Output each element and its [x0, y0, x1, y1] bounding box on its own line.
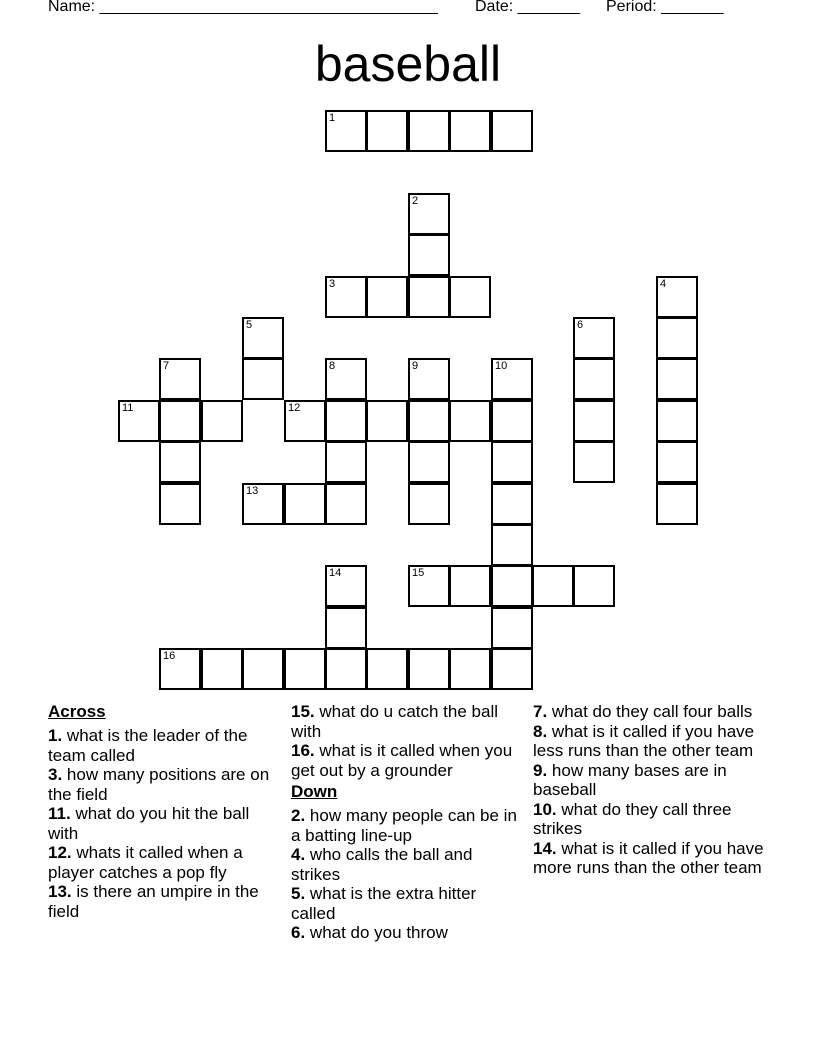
- crossword-cell[interactable]: [325, 607, 367, 649]
- cell-number: 3: [329, 278, 336, 290]
- crossword-cell[interactable]: [573, 565, 615, 607]
- across-clue: 11. what do you hit the ball with: [48, 804, 250, 843]
- crossword-cell[interactable]: [491, 400, 533, 442]
- crossword-cell[interactable]: [408, 193, 450, 235]
- across-clue: 13. is there an umpire in the field: [48, 882, 259, 921]
- across-clue: 1. what is the leader of the team called: [48, 726, 248, 765]
- crossword-cell[interactable]: [325, 276, 367, 318]
- crossword-cell[interactable]: [284, 648, 326, 690]
- down-clue: 7. what do they call four balls: [533, 702, 753, 721]
- down-clue: 2. how many people can be in a batting line-up: [291, 806, 517, 845]
- down-heading: Down: [291, 782, 338, 801]
- across-clue: 15. what do u catch the ball with: [291, 702, 498, 741]
- crossword-cell[interactable]: [325, 648, 367, 690]
- crossword-cell[interactable]: [242, 358, 284, 400]
- cell-number: 10: [495, 360, 508, 372]
- down-clue: 14. what is it called if you have more runs than the other team: [533, 838, 764, 877]
- down-clue: 4. who calls the ball and strikes: [291, 845, 473, 884]
- crossword-cell[interactable]: [159, 648, 201, 690]
- crossword-cell[interactable]: [408, 648, 450, 690]
- crossword-cell[interactable]: [325, 400, 367, 442]
- crossword-cell[interactable]: [656, 400, 698, 442]
- across-clue: 3. how many positions are on the field: [48, 765, 270, 804]
- crossword-cell[interactable]: [242, 648, 284, 690]
- crossword-cell[interactable]: [366, 400, 408, 442]
- crossword-cell[interactable]: [284, 483, 326, 525]
- crossword-cell[interactable]: [449, 276, 491, 318]
- cell-number: 7: [163, 360, 170, 372]
- crossword-cell[interactable]: [408, 400, 450, 442]
- across-clue: 16. what is it called when you get out by a grounder: [291, 741, 513, 780]
- crossword-cell[interactable]: [532, 565, 574, 607]
- crossword-cell[interactable]: [201, 648, 243, 690]
- cell-number: 11: [122, 402, 134, 414]
- crossword-cell[interactable]: [656, 483, 698, 525]
- crossword-cell[interactable]: [408, 358, 450, 400]
- cell-number: 5: [246, 319, 253, 331]
- down-clue: 8. what is it called if you have less runs than the other team: [533, 721, 755, 760]
- cell-number: 12: [288, 402, 301, 414]
- crossword-cell[interactable]: [449, 110, 491, 152]
- crossword-cell[interactable]: [491, 483, 533, 525]
- clue-column-3: [533, 702, 765, 878]
- crossword-cell[interactable]: [491, 441, 533, 483]
- crossword-cell[interactable]: [573, 358, 615, 400]
- date-field-label: Date: _______: [475, 0, 580, 15]
- crossword-cell[interactable]: [201, 400, 243, 442]
- crossword-cell[interactable]: [408, 565, 450, 607]
- crossword-cell[interactable]: [366, 276, 408, 318]
- down-clue: 6. what do you throw: [291, 923, 448, 942]
- name-field-label: Name: ______________________________________: [48, 0, 438, 15]
- crossword-cell[interactable]: [573, 317, 615, 359]
- crossword-cell[interactable]: [159, 441, 201, 483]
- crossword-cell[interactable]: [491, 565, 533, 607]
- crossword-cell[interactable]: [656, 276, 698, 318]
- clue-column-1: [48, 702, 280, 921]
- crossword-cell[interactable]: [242, 317, 284, 359]
- crossword-cell[interactable]: [491, 110, 533, 152]
- cell-number: 1: [329, 112, 336, 124]
- cell-number: 15: [412, 567, 425, 579]
- cell-number: 8: [329, 360, 336, 372]
- crossword-cell[interactable]: [325, 441, 367, 483]
- crossword-cell[interactable]: [325, 483, 367, 525]
- crossword-cell[interactable]: [159, 400, 201, 442]
- crossword-cell[interactable]: [325, 358, 367, 400]
- crossword-cell[interactable]: [366, 110, 408, 152]
- crossword-cell[interactable]: [656, 358, 698, 400]
- period-field-label: Period: _______: [606, 0, 724, 15]
- crossword-cell[interactable]: [656, 317, 698, 359]
- crossword-cell[interactable]: [491, 524, 533, 566]
- cell-number: 6: [577, 319, 584, 331]
- cell-number: 9: [412, 360, 419, 372]
- puzzle-title: baseball: [314, 36, 502, 92]
- crossword-cell[interactable]: [118, 400, 160, 442]
- cell-number: 2: [412, 195, 419, 207]
- crossword-cell[interactable]: [491, 358, 533, 400]
- crossword-cell[interactable]: [408, 441, 450, 483]
- crossword-cell[interactable]: [573, 400, 615, 442]
- crossword-cell[interactable]: [242, 483, 284, 525]
- crossword-cell[interactable]: [491, 648, 533, 690]
- cell-number: 16: [163, 650, 176, 662]
- crossword-cell[interactable]: [408, 234, 450, 276]
- crossword-cell[interactable]: [449, 565, 491, 607]
- crossword-cell[interactable]: [573, 441, 615, 483]
- crossword-cell[interactable]: [408, 276, 450, 318]
- crossword-cell[interactable]: [366, 648, 408, 690]
- crossword-cell[interactable]: [656, 441, 698, 483]
- crossword-cell[interactable]: [449, 648, 491, 690]
- crossword-cell[interactable]: [325, 110, 367, 152]
- down-clue: 9. how many bases are in baseball: [533, 760, 727, 799]
- crossword-cell[interactable]: [408, 110, 450, 152]
- crossword-cell[interactable]: [491, 607, 533, 649]
- down-clue: 10. what do they call three strikes: [533, 799, 732, 838]
- cell-number: 14: [329, 567, 342, 579]
- cell-number: 4: [660, 278, 667, 290]
- down-clue: 5. what is the extra hitter called: [291, 884, 477, 923]
- crossword-cell[interactable]: [408, 483, 450, 525]
- across-clue: 12. whats it called when a player catches a pop fly: [48, 843, 243, 882]
- crossword-cell[interactable]: [449, 400, 491, 442]
- across-heading: Across: [48, 702, 106, 721]
- cell-number: 13: [246, 485, 259, 497]
- crossword-cell[interactable]: [159, 483, 201, 525]
- crossword-cell[interactable]: [284, 400, 326, 442]
- clue-column-2: [291, 702, 523, 943]
- crossword-cell[interactable]: [325, 565, 367, 607]
- crossword-cell[interactable]: [159, 358, 201, 400]
